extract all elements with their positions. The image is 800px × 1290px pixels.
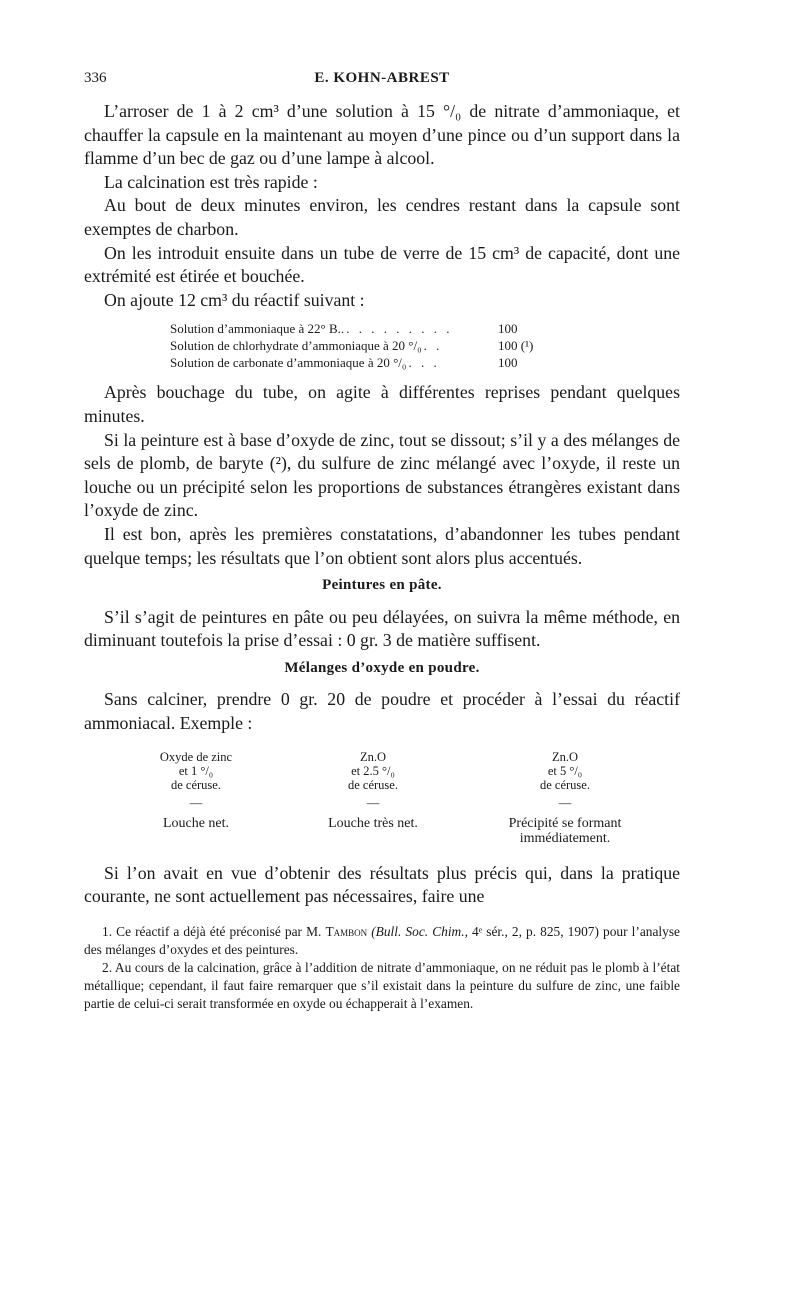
example-column xyxy=(126,750,266,846)
footnote-author: Tambon xyxy=(325,923,368,939)
example-dash: — xyxy=(366,795,380,810)
example-sample: et 5 °/₀ xyxy=(547,763,583,778)
example-sample: de céruse. xyxy=(348,777,398,792)
footnote-text: 4ᵉ sér., 2, p. 825, 1907) pour l’analyse des mélanges d’oxydes et des peintures. xyxy=(84,923,680,957)
example-column xyxy=(303,750,443,846)
reagent-name: Solution d’ammoniaque à 22° B.. xyxy=(170,321,345,337)
reagent-value: 100 xyxy=(498,355,518,371)
footnote-journal: (Bull. Soc. Chim., xyxy=(371,923,468,939)
example-sample: Zn.O xyxy=(551,749,579,764)
running-title: E. KOHN-ABREST xyxy=(314,70,450,86)
reagent-row xyxy=(170,320,570,337)
main-text xyxy=(84,100,680,909)
reagent-leader: . . . . . . . . . xyxy=(346,321,453,337)
section-heading: Peintures en pâte. xyxy=(322,577,442,594)
footnote-1 xyxy=(84,923,680,959)
paragraph: Il est bon, après les premières constatations, d’abandonner les tubes pendant quelque temps; les résultats que l’on obtient sont alors plus accentués. xyxy=(84,523,680,568)
reagent-row xyxy=(170,337,570,354)
reagent-leader: . . xyxy=(423,338,443,354)
reagent-name: Solution de chlorhydrate d’ammoniaque à 20 °/₀ xyxy=(170,338,422,354)
paragraph: L’arroser de 1 à 2 cm³ d’une solution à 15 °/₀ de nitrate d’ammoniaque, et chauffer la capsule en la maintenant au moyen d’une pince ou d’un support dans la flamme d’un bec de gaz ou d’une lampe à alcool. xyxy=(84,101,680,169)
example-sample: de céruse. xyxy=(540,777,590,792)
reagent-name: Solution de carbonate d’ammoniaque à 20 °/₀ xyxy=(170,355,407,371)
example-column xyxy=(480,750,650,846)
example-result: Louche très net. xyxy=(328,815,418,831)
paragraph: On ajoute 12 cm³ du réactif suivant : xyxy=(104,289,365,310)
paragraph: Si la peinture est à base d’oxyde de zinc, tout se dissout; s’il y a des mélanges de sels de plomb, de baryte (²), du sulfure de zinc mélangé avec l’oxyde, il reste un louche ou un précipité selon les proportions de substances étrangères existant dans l’oxyde de zinc. xyxy=(84,429,680,521)
examples-table xyxy=(126,750,650,846)
example-sample: et 2.5 °/₀ xyxy=(351,763,395,778)
section-heading: Mélanges d’oxyde en poudre. xyxy=(284,659,480,676)
footnotes xyxy=(84,923,680,1013)
example-sample: Zn.O xyxy=(359,749,387,764)
example-dash: — xyxy=(558,795,572,810)
example-sample: et 1 °/₀ xyxy=(178,763,214,778)
example-sample: de céruse. xyxy=(171,777,221,792)
reagent-value: 100 xyxy=(498,321,518,337)
example-result: Précipité se formant immédiatement. xyxy=(508,815,622,846)
footnote-2: 2. Au cours de la calcination, grâce à l’addition de nitrate d’ammoniaque, on ne réduit pas le plomb à l’état métallique; cependant, il faut faire remarquer que s’il existait dans la peinture du sulfure de zinc, une faible partie de celui-ci serait transformée en oxyde ou échapperait à l’examen. xyxy=(84,959,680,1011)
paragraph: On les introduit ensuite dans un tube de verre de 15 cm³ de capacité, dont une extrémité est étirée et bouchée. xyxy=(84,242,680,287)
paragraph: Si l’on avait en vue d’obtenir des résultats plus précis qui, dans la pratique courante, ne sont actuellement pas nécessaires, faire une xyxy=(84,862,680,907)
page-number: 336 xyxy=(84,70,107,86)
reagent-list xyxy=(170,320,680,371)
reagent-value: 100 (¹) xyxy=(498,338,534,354)
page xyxy=(84,70,680,1013)
paragraph: Au bout de deux minutes environ, les cendres restant dans la capsule sont exemptes de charbon. xyxy=(84,195,680,239)
paragraph: S’il s’agit de peintures en pâte ou peu délayées, on suivra la même méthode, en diminuant toutefois la prise d’essai : 0 gr. 3 de matière suffisent. xyxy=(84,606,680,651)
example-result: Louche net. xyxy=(162,815,230,831)
example-dash: — xyxy=(189,795,203,810)
paragraph: Après bouchage du tube, on agite à différentes reprises pendant quelques minutes. xyxy=(84,382,680,426)
page-header xyxy=(84,70,680,94)
paragraph: Sans calciner, prendre 0 gr. 20 de poudre et procéder à l’essai du réactif ammoniacal. Exemple : xyxy=(84,689,680,734)
reagent-leader: . . . xyxy=(408,355,440,371)
footnote-text: 1. Ce réactif a déjà été préconisé par M. xyxy=(102,923,322,939)
paragraph: La calcination est très rapide : xyxy=(104,171,318,192)
reagent-row xyxy=(170,354,570,371)
example-sample: Oxyde de zinc xyxy=(159,749,233,764)
